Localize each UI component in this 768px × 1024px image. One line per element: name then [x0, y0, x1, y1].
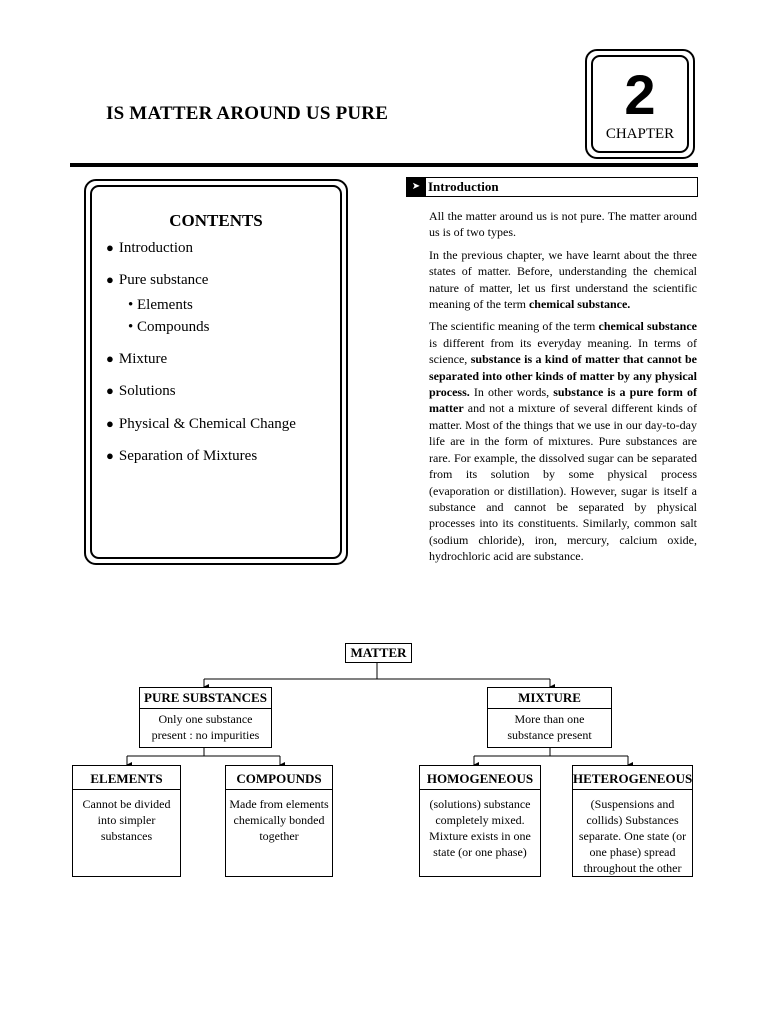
bold-definition: substance is a pure form of matter — [429, 385, 697, 416]
bold-definition: substance is a kind of matter that cannot be separated into other kinds of matter by any physical process. — [429, 352, 698, 400]
node-description: (solutions) substance completely mixed. Mixture exists in one state (or one phase) — [420, 789, 540, 860]
node-description: More than one substance present — [488, 708, 611, 743]
contents-item-label: Physical & Chemical Change — [118, 416, 296, 432]
diagram-node-homogeneous — [419, 765, 541, 877]
diagram-node-compounds — [225, 765, 333, 877]
arrow-icon: ➤ — [406, 177, 426, 197]
node-description: (Suspensions and collids) Substances separate. One state (or one phase) spread throughout the other — [573, 789, 692, 876]
text-run: In other words, — [469, 385, 554, 400]
chapter-number: 2 — [624, 63, 656, 126]
contents-subitem-compounds: • Compounds — [128, 319, 210, 335]
node-title: MIXTURE — [518, 690, 581, 705]
chapter-label: CHAPTER — [605, 126, 675, 142]
contents-item-label: Introduction — [118, 240, 194, 256]
diagram-node-heterogeneous — [572, 765, 693, 877]
bullet-icon: ● — [106, 448, 114, 463]
diagram-node-matter — [345, 643, 412, 663]
text-run: and not a mixture of several different kinds of matter. Most of the things that we use in our day-to-day life are in the form of mixtures. Pure substances are rare. For example, the dissolved sugar can be separated from its solution by some physical process (evaporation or distillation). However, sugar is itself a substance and cannot be separated by physical processes into its constituents. Similarly, common salt (sodium chloride), iron, mercury, calcium oxide, hydrochloric acid are substance. — [429, 401, 697, 564]
text-run: In the previous chapter, we have learnt about the three states of matter. Before, understanding the chemical nature of matter, let us first understand the scientific meaning of the term — [429, 247, 697, 312]
page-title: IS MATTER AROUND US PURE — [106, 103, 389, 124]
node-description: Only one substance present : no impurities — [140, 708, 271, 743]
text-run: The scientific meaning of the term — [429, 319, 599, 334]
node-title: HETEROGENEOUS — [573, 771, 693, 786]
contents-title: CONTENTS — [169, 211, 263, 230]
bullet-icon: ● — [106, 240, 114, 255]
node-description: Made from elements chemically bonded together — [226, 789, 332, 844]
bullet-icon: ● — [106, 416, 114, 431]
bold-term: chemical substance. — [528, 297, 631, 312]
section-heading: Introduction — [428, 179, 499, 194]
contents-item-label: Pure substance — [118, 272, 209, 288]
diagram-node-elements — [72, 765, 181, 877]
text-run: is different from its everyday meaning. In terms of science, — [429, 335, 697, 367]
contents-item-label: Mixture — [118, 351, 168, 367]
contents-subitem-elements: • Elements — [128, 297, 193, 313]
contents-item-label: Separation of Mixtures — [118, 448, 258, 464]
node-title: COMPOUNDS — [236, 771, 322, 786]
diagram-node-mixture — [487, 687, 612, 748]
node-title: ELEMENTS — [90, 771, 163, 786]
diagram-node-pure-substances — [139, 687, 272, 748]
node-title: MATTER — [350, 645, 407, 660]
contents-item-label: Solutions — [118, 383, 176, 399]
node-title: PURE SUBSTANCES — [144, 690, 267, 705]
bullet-icon: ● — [106, 383, 114, 398]
bullet-icon: ● — [106, 272, 114, 287]
node-description: Cannot be divided into simpler substances — [73, 789, 180, 844]
paragraph-1: All the matter around us is not pure. The matter around us is of two types. — [429, 209, 697, 240]
bullet-icon: ● — [106, 351, 114, 366]
node-title: HOMOGENEOUS — [426, 771, 534, 786]
bold-term: chemical substance — [598, 319, 697, 334]
